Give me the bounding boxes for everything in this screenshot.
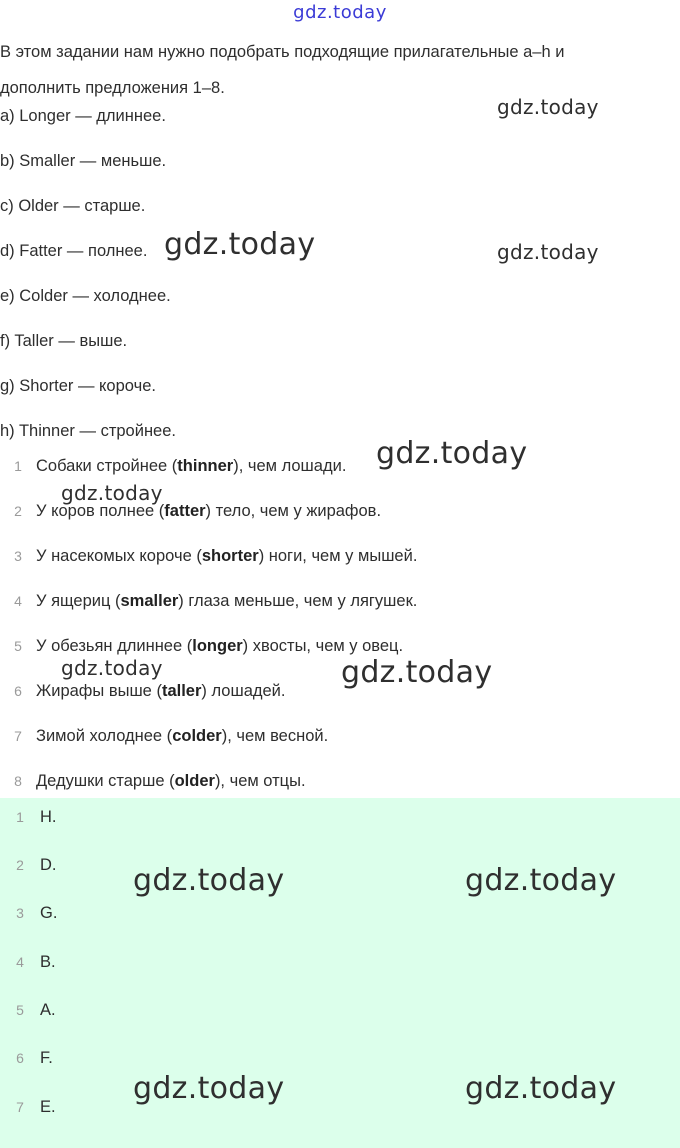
sentence-item	[0, 771, 306, 791]
watermark: gdz.today	[61, 481, 163, 505]
sentence-text: ) хвосты, чем у овец.	[242, 637, 404, 655]
sentence-item	[0, 636, 403, 656]
sentence-text: ) лошадей.	[201, 682, 286, 700]
watermark: gdz.today	[376, 436, 528, 471]
sentence-text: ) ноги, чем у мышей.	[258, 547, 418, 565]
adjective-item: g) Shorter — короче.	[0, 377, 156, 395]
answer-item	[0, 952, 56, 972]
sentence-number: 5	[14, 638, 22, 654]
header-brand[interactable]: gdz.today	[293, 2, 387, 23]
watermark: gdz.today	[497, 240, 599, 264]
sentence-answer-word: fatter	[164, 502, 206, 520]
watermark: gdz.today	[164, 227, 316, 262]
adjective-item: b) Smaller — меньше.	[0, 152, 167, 170]
sentence-text: ) тело, чем у жирафов.	[205, 502, 382, 520]
sentence-item	[0, 501, 381, 521]
adjective-item: a) Longer — длиннее.	[0, 107, 166, 125]
sentence-number: 3	[14, 548, 22, 564]
sentence-text: У ящериц (	[36, 592, 121, 610]
sentence-text: ), чем лошади.	[233, 457, 347, 475]
watermark: gdz.today	[465, 1071, 617, 1106]
sentence-answer-word: taller	[161, 682, 202, 700]
sentence-number: 8	[14, 773, 22, 789]
sentence-answer-word: older	[174, 772, 215, 790]
sentence-text: У насекомых короче (	[36, 547, 202, 565]
answer-number: 5	[16, 1002, 24, 1018]
adjective-item: d) Fatter — полнее.	[0, 242, 148, 260]
sentence-item	[0, 681, 285, 701]
watermark: gdz.today	[61, 656, 163, 680]
answer-item	[0, 1048, 53, 1068]
adjective-item: c) Older — старше.	[0, 197, 146, 215]
sentence-item	[0, 546, 417, 566]
sentence-number: 6	[14, 683, 22, 699]
answer-number: 2	[16, 857, 24, 873]
sentence-number: 1	[14, 458, 22, 474]
sentence-text: Жирафы выше (	[36, 682, 162, 700]
sentence-answer-word: longer	[192, 637, 243, 655]
answer-value: H.	[40, 808, 57, 826]
answer-item	[0, 903, 57, 923]
sentence-answer-word: colder	[172, 727, 222, 745]
answer-number: 7	[16, 1099, 24, 1115]
sentence-text: Собаки стройнее (	[36, 457, 178, 475]
sentence-number: 2	[14, 503, 22, 519]
sentence-item	[0, 456, 346, 476]
watermark: gdz.today	[133, 1071, 285, 1106]
sentence-text: ), чем отцы.	[214, 772, 306, 790]
sentence-number: 7	[14, 728, 22, 744]
answer-number: 1	[16, 809, 24, 825]
sentence-text: ) глаза меньше, чем у лягушек.	[178, 592, 418, 610]
answer-item	[0, 855, 57, 875]
answer-value: B.	[40, 953, 56, 971]
sentence-text: Дедушки старше (	[36, 772, 175, 790]
answer-value: G.	[40, 904, 58, 922]
intro-line-2: дополнить предложения 1–8.	[0, 79, 225, 97]
adjective-item: e) Colder — холоднее.	[0, 287, 171, 305]
sentence-text: ), чем весной.	[221, 727, 329, 745]
sentence-text: Зимой холоднее (	[36, 727, 173, 745]
sentence-answer-word: thinner	[177, 457, 234, 475]
watermark: gdz.today	[465, 863, 617, 898]
answer-value: E.	[40, 1098, 56, 1116]
answer-number: 3	[16, 905, 24, 921]
adjective-item: f) Taller — выше.	[0, 332, 128, 350]
answer-value: A.	[40, 1001, 56, 1019]
answer-item	[0, 1000, 56, 1020]
watermark: gdz.today	[341, 655, 493, 690]
sentence-text: У коров полнее (	[36, 502, 165, 520]
answer-number: 6	[16, 1050, 24, 1066]
adjective-item: h) Thinner — стройнее.	[0, 422, 176, 440]
answer-item	[0, 1097, 56, 1117]
intro-line-1: В этом задании нам нужно подобрать подходящие прилагательные a–h и	[0, 43, 565, 61]
answer-value: D.	[40, 856, 57, 874]
sentence-item	[0, 726, 328, 746]
sentence-text: У обезьян длиннее (	[36, 637, 193, 655]
answer-item	[0, 807, 57, 827]
sentence-answer-word: smaller	[120, 592, 179, 610]
sentence-answer-word: shorter	[201, 547, 259, 565]
sentence-item	[0, 591, 417, 611]
answer-value: F.	[40, 1049, 53, 1067]
watermark: gdz.today	[497, 95, 599, 119]
watermark: gdz.today	[133, 863, 285, 898]
answer-number: 4	[16, 954, 24, 970]
sentence-number: 4	[14, 593, 22, 609]
